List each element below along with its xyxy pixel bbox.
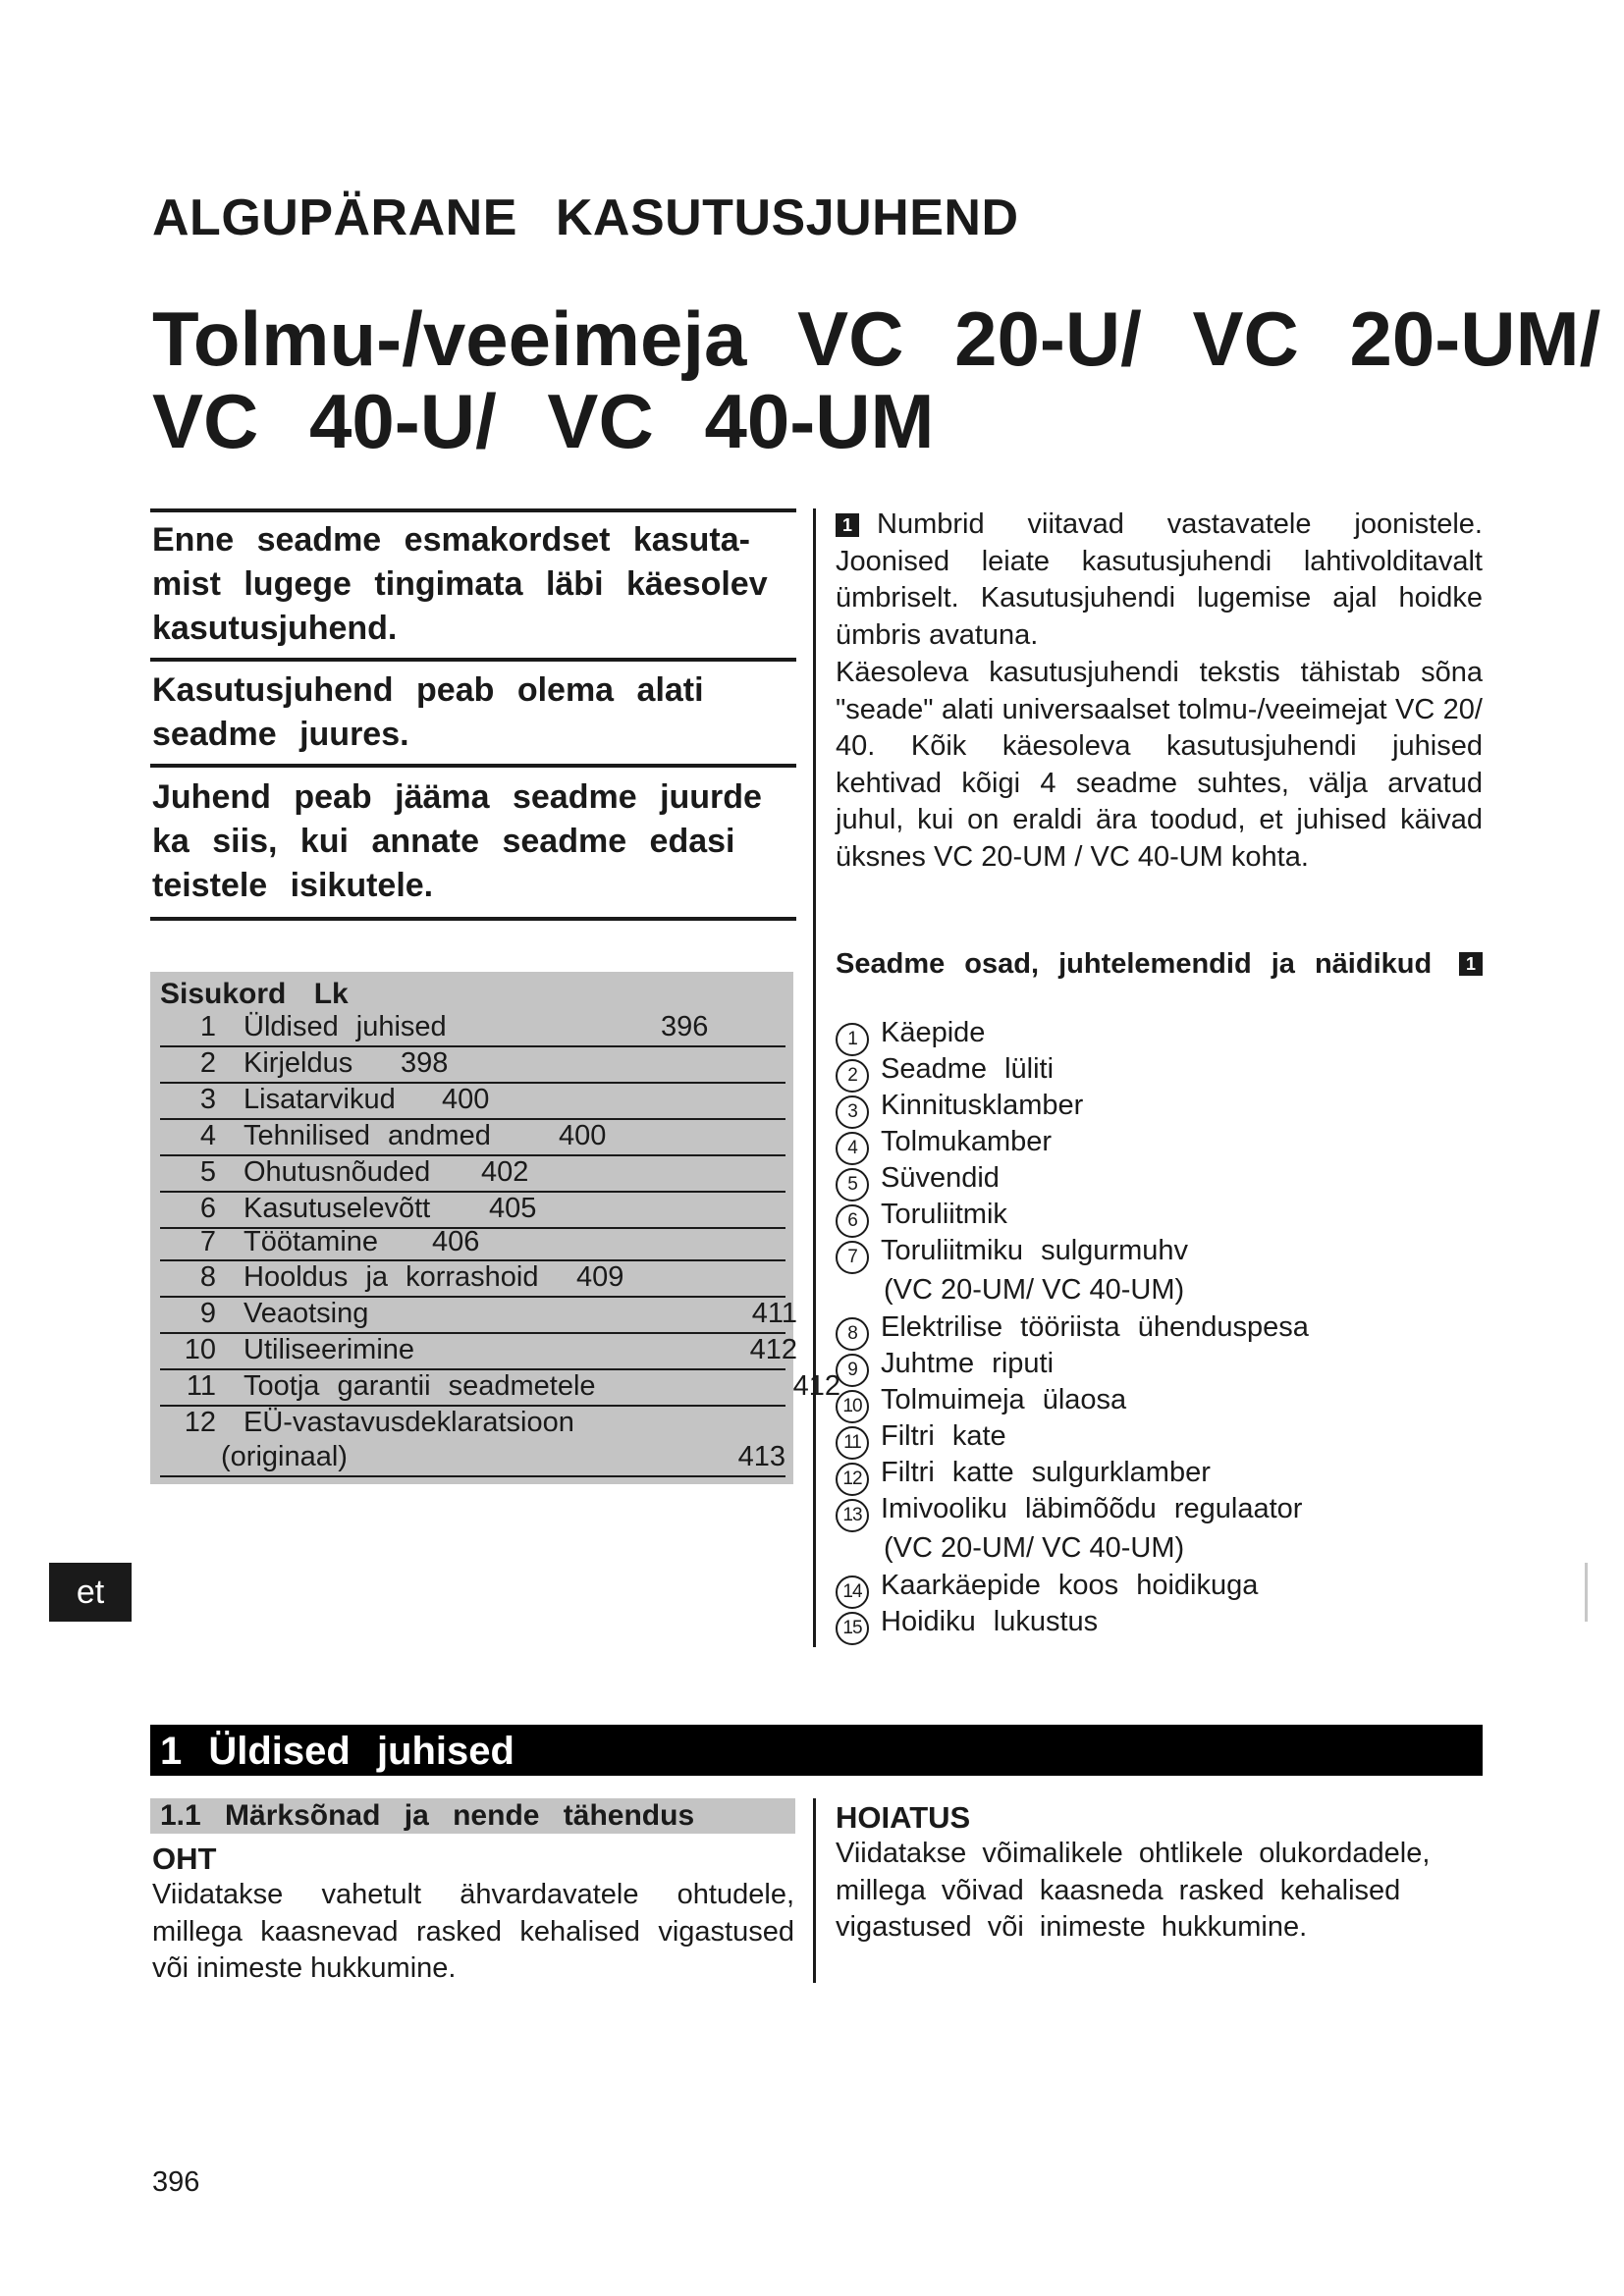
rule (150, 658, 796, 662)
product-title-line-2: VC 40-U/ VC 40-UM (152, 378, 935, 464)
page-number: 396 (152, 2166, 200, 2198)
edge-marker (1585, 1563, 1588, 1622)
circled-number-icon: 14 (836, 1575, 869, 1609)
intro-note-read-first: Enne seadme esmakordset kasuta- mist lugege tingimata läbi käesolev kasutusjuhend. (152, 521, 768, 647)
toc-entry[interactable]: 11 Tootja garantii seadmetele 412 (160, 1368, 785, 1407)
circled-number-icon: 13 (836, 1499, 869, 1532)
warning-label: HOIATUS (836, 1800, 971, 1835)
toc-entry[interactable]: 9 Veaotsing 411 (160, 1296, 785, 1334)
intro-note-pass-on: Juhend peab jääma seadme juurde ka siis, kui annate seadme edasi teistele isikutele. (152, 778, 762, 904)
circled-number-icon: 4 (836, 1132, 869, 1165)
intro-note-keep-with-device: Kasutusjuhend peab olema alati seadme juures. (152, 671, 704, 753)
part-item: 8 Elektrilise tööriista ühenduspesa (836, 1311, 1309, 1351)
part-item: 6 Toruliitmik (836, 1199, 1007, 1238)
circled-number-icon: 9 (836, 1354, 869, 1387)
part-item-note: (VC 20-UM/ VC 40-UM) (884, 1532, 1185, 1564)
danger-text: Viidatakse vahetult ähvardavatele ohtudele, millega kaasnevad rasked kehalised vigastused või inimeste hukkumine. (152, 1879, 794, 1984)
figure-number-icon: 1 (836, 513, 859, 537)
part-item: 11 Filtri kate (836, 1420, 1006, 1460)
toc-entry-continuation[interactable]: (originaal) 413 (160, 1439, 785, 1477)
toc-entry[interactable]: 3 Lisatarvikud 400 (160, 1082, 785, 1120)
figure-reference-note: 1 Numbrid viitavad vastavatele joonistele. Joonised leiate kasutusjuhendi lahtivolditavalt ümbriselt. Kasutusjuhendi lugemise ajal hoidke ümbris avatuna. (836, 508, 1483, 651)
part-item: 5 Süvendid (836, 1162, 1000, 1201)
part-item: 15 Hoidiku lukustus (836, 1606, 1098, 1645)
document-type-heading: ALGUPÄRANE KASUTUSJUHEND (152, 189, 1019, 246)
part-item: 4 Tolmukamber (836, 1126, 1052, 1165)
circled-number-icon: 5 (836, 1168, 869, 1201)
part-item: 9 Juhtme riputi (836, 1348, 1054, 1387)
toc-entry[interactable]: 6 Kasutuselevõtt 405 (160, 1191, 785, 1229)
part-item: 13 Imivooliku läbimõõdu regulaator (836, 1493, 1302, 1532)
circled-number-icon: 1 (836, 1023, 869, 1056)
warning-block (836, 1800, 1515, 1947)
toc-title: Sisukord Lk (160, 978, 349, 1010)
circled-number-icon: 6 (836, 1204, 869, 1238)
toc-entry[interactable]: 8 Hooldus ja korrashoid 409 (160, 1259, 785, 1298)
column-divider (813, 508, 816, 1647)
circled-number-icon: 7 (836, 1241, 869, 1274)
part-item: 2 Seadme lüliti (836, 1053, 1054, 1093)
device-term-note: Käesoleva kasutusjuhendi tekstis tähistab sõna "seade" alati universaalset tolmu-/veeimejat VC 20/ 40. Kõik käesoleva kasutusjuhendi juhised kehtivad kõigi 4 seadme suhtes, välja arvatud juhul, kui on eraldi ära toodud, et juhised käivad üksnes VC 20-UM / VC 40-UM kohta. (836, 657, 1483, 873)
rule (150, 764, 796, 768)
circled-number-icon: 12 (836, 1463, 869, 1496)
rule (150, 917, 796, 921)
toc-entry[interactable]: 2 Kirjeldus 398 (160, 1045, 785, 1084)
parts-heading: Seadme osad, juhtelemendid ja näidikud 1 (836, 948, 1483, 981)
danger-block (152, 1842, 794, 1988)
danger-label: OHT (152, 1842, 217, 1876)
part-item: 10 Tolmuimeja ülaosa (836, 1384, 1126, 1423)
part-item: 7 Toruliitmiku sulgurmuhv (836, 1235, 1188, 1274)
circled-number-icon: 3 (836, 1095, 869, 1129)
circled-number-icon: 15 (836, 1612, 869, 1645)
part-item: 12 Filtri katte sulgurklamber (836, 1457, 1211, 1496)
subsection-heading: 1.1 Märksõnad ja nende tähendus (150, 1798, 795, 1834)
toc-entry[interactable]: 12 EÜ-vastavusdeklaratsioon (184, 1407, 574, 1438)
part-item: 14 Kaarkäepide koos hoidikuga (836, 1570, 1258, 1609)
part-item: 1 Käepide (836, 1017, 985, 1056)
column-divider (813, 1798, 816, 1983)
figure-number-icon: 1 (1459, 952, 1483, 976)
table-of-contents (150, 972, 840, 1484)
section-heading: 1 Üldised juhised (150, 1725, 1483, 1776)
circled-number-icon: 8 (836, 1317, 869, 1351)
toc-entry[interactable]: 7 Töötamine 406 (160, 1227, 785, 1261)
circled-number-icon: 10 (836, 1390, 869, 1423)
part-item-note: (VC 20-UM/ VC 40-UM) (884, 1274, 1185, 1306)
circled-number-icon: 2 (836, 1059, 869, 1093)
warning-text: Viidatakse võimalikele ohtlikele olukordadele, millega võivad kaasneda rasked kehalised vigastused või inimeste hukkumine. (836, 1838, 1431, 1943)
toc-entry[interactable]: 4 Tehnilised andmed 400 (160, 1118, 785, 1156)
language-tab[interactable]: et (49, 1563, 132, 1622)
rule (150, 508, 796, 512)
toc-entry[interactable]: 1 Üldised juhised 396 (160, 1009, 785, 1047)
product-title-line-1: Tolmu-/veeimeja VC 20-U/ VC 20-UM/ (152, 295, 1601, 382)
part-item: 3 Kinnitusklamber (836, 1090, 1083, 1129)
toc-entry[interactable]: 10 Utiliseerimine 412 (160, 1332, 785, 1370)
circled-number-icon: 11 (836, 1426, 869, 1460)
toc-entry[interactable]: 5 Ohutusnõuded 402 (160, 1154, 785, 1193)
